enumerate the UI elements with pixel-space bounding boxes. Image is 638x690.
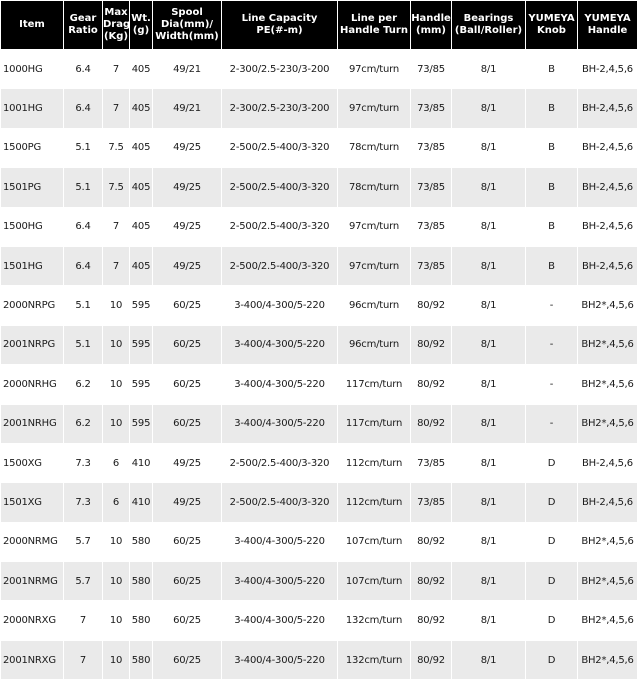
cell-gear-ratio: 6.2: [64, 365, 102, 403]
header-text-line: Line per: [350, 13, 398, 24]
cell-yumeya-handle: BH2*,4,5,6: [578, 365, 637, 403]
cell-weight: 410: [130, 483, 152, 521]
cell-line-per-handle-turn: 132cm/turn: [338, 641, 410, 679]
cell-item: 2000NRPG: [1, 286, 63, 324]
header-text-line: Dia(mm)/: [160, 19, 214, 30]
cell-weight: 410: [130, 444, 152, 482]
header-text-line: Bearings: [463, 13, 514, 24]
cell-handle-length: 73/85: [411, 168, 451, 206]
header-text-line: PE(#-m): [256, 25, 303, 36]
cell-line-per-handle-turn: 112cm/turn: [338, 483, 410, 521]
cell-max-drag: 10: [103, 641, 129, 679]
cell-handle-length: 73/85: [411, 247, 451, 285]
cell-line-per-handle-turn: 117cm/turn: [338, 405, 410, 443]
cell-yumeya-handle: BH-2,4,5,6: [578, 208, 637, 246]
cell-yumeya-handle: BH-2,4,5,6: [578, 247, 637, 285]
cell-spool-dimensions: 49/25: [153, 168, 221, 206]
header-handle-length: [411, 1, 451, 49]
cell-line-capacity: 3-400/4-300/5-220: [222, 523, 337, 561]
table-row: [1, 483, 637, 521]
cell-handle-length: 80/92: [411, 523, 451, 561]
cell-weight: 595: [130, 286, 152, 324]
cell-yumeya-knob: B: [526, 129, 577, 167]
cell-yumeya-handle: BH2*,4,5,6: [578, 562, 637, 600]
cell-spool-dimensions: 60/25: [153, 523, 221, 561]
header-text-line: (g): [132, 25, 150, 36]
cell-handle-length: 73/85: [411, 208, 451, 246]
cell-yumeya-knob: -: [526, 326, 577, 364]
cell-item: 2000NRMG: [1, 523, 63, 561]
header-text-line: YUMEYA: [584, 13, 631, 24]
table-row: [1, 641, 637, 679]
table-header-row: [1, 1, 637, 49]
cell-max-drag: 10: [103, 365, 129, 403]
cell-line-capacity: 2-500/2.5-400/3-320: [222, 208, 337, 246]
header-max-drag: [103, 1, 129, 49]
cell-weight: 580: [130, 601, 152, 639]
cell-gear-ratio: 6.4: [64, 247, 102, 285]
cell-max-drag: 7: [103, 208, 129, 246]
cell-max-drag: 10: [103, 523, 129, 561]
cell-line-per-handle-turn: 96cm/turn: [338, 286, 410, 324]
cell-gear-ratio: 5.1: [64, 168, 102, 206]
cell-weight: 405: [130, 50, 152, 88]
cell-spool-dimensions: 49/25: [153, 483, 221, 521]
cell-item: 2000NRXG: [1, 601, 63, 639]
cell-item: 1500HG: [1, 208, 63, 246]
cell-line-capacity: 3-400/4-300/5-220: [222, 365, 337, 403]
header-line-capacity: [222, 1, 337, 49]
cell-yumeya-handle: BH-2,4,5,6: [578, 89, 637, 127]
cell-line-per-handle-turn: 78cm/turn: [338, 129, 410, 167]
table-row: [1, 89, 637, 127]
cell-bearings: 8/1: [452, 89, 525, 127]
cell-bearings: 8/1: [452, 50, 525, 88]
cell-spool-dimensions: 49/25: [153, 129, 221, 167]
header-text-line: Spool: [171, 7, 203, 18]
cell-max-drag: 10: [103, 286, 129, 324]
cell-line-capacity: 2-500/2.5-400/3-320: [222, 168, 337, 206]
cell-item: 2000NRHG: [1, 365, 63, 403]
cell-yumeya-handle: BH-2,4,5,6: [578, 483, 637, 521]
cell-bearings: 8/1: [452, 562, 525, 600]
cell-yumeya-handle: BH2*,4,5,6: [578, 641, 637, 679]
cell-bearings: 8/1: [452, 601, 525, 639]
cell-handle-length: 80/92: [411, 365, 451, 403]
cell-bearings: 8/1: [452, 405, 525, 443]
cell-line-capacity: 2-500/2.5-400/3-320: [222, 444, 337, 482]
table-row: [1, 562, 637, 600]
cell-weight: 405: [130, 208, 152, 246]
cell-max-drag: 7.5: [103, 129, 129, 167]
cell-yumeya-knob: D: [526, 562, 577, 600]
cell-yumeya-knob: B: [526, 247, 577, 285]
header-text-line: Handle: [411, 13, 451, 24]
cell-yumeya-handle: BH-2,4,5,6: [578, 129, 637, 167]
cell-weight: 595: [130, 326, 152, 364]
cell-bearings: 8/1: [452, 247, 525, 285]
cell-gear-ratio: 5.7: [64, 562, 102, 600]
cell-spool-dimensions: 60/25: [153, 326, 221, 364]
cell-spool-dimensions: 60/25: [153, 641, 221, 679]
header-spool-dimensions: [153, 1, 221, 49]
cell-handle-length: 73/85: [411, 129, 451, 167]
cell-bearings: 8/1: [452, 523, 525, 561]
cell-yumeya-handle: BH2*,4,5,6: [578, 326, 637, 364]
cell-line-capacity: 2-500/2.5-400/3-320: [222, 247, 337, 285]
cell-handle-length: 80/92: [411, 286, 451, 324]
header-line-per-handle-turn: [338, 1, 410, 49]
cell-line-capacity: 3-400/4-300/5-220: [222, 405, 337, 443]
header-yumeya-knob: [526, 1, 577, 49]
cell-bearings: 8/1: [452, 286, 525, 324]
cell-yumeya-knob: D: [526, 523, 577, 561]
cell-bearings: 8/1: [452, 444, 525, 482]
cell-yumeya-knob: -: [526, 286, 577, 324]
cell-max-drag: 7: [103, 89, 129, 127]
header-gear-ratio: [64, 1, 102, 49]
cell-yumeya-handle: BH-2,4,5,6: [578, 168, 637, 206]
table-row: [1, 50, 637, 88]
cell-line-per-handle-turn: 107cm/turn: [338, 523, 410, 561]
table-row: [1, 208, 637, 246]
header-text-line: Gear: [69, 13, 97, 24]
cell-yumeya-handle: BH2*,4,5,6: [578, 405, 637, 443]
table-row: [1, 601, 637, 639]
cell-item: 1500XG: [1, 444, 63, 482]
cell-bearings: 8/1: [452, 208, 525, 246]
header-text-line: Item: [19, 19, 45, 30]
table-row: [1, 286, 637, 324]
cell-line-capacity: 2-500/2.5-400/3-320: [222, 483, 337, 521]
cell-handle-length: 73/85: [411, 50, 451, 88]
cell-yumeya-knob: B: [526, 50, 577, 88]
cell-item: 2001NRXG: [1, 641, 63, 679]
cell-item: 2001NRMG: [1, 562, 63, 600]
cell-max-drag: 10: [103, 405, 129, 443]
header-text-line: (mm): [416, 25, 446, 36]
cell-max-drag: 7: [103, 50, 129, 88]
table-row: [1, 444, 637, 482]
cell-spool-dimensions: 49/25: [153, 247, 221, 285]
cell-item: 1501HG: [1, 247, 63, 285]
cell-max-drag: 7.5: [103, 168, 129, 206]
cell-item: 1001HG: [1, 89, 63, 127]
header-bearings: [452, 1, 525, 49]
header-text-line: Line Capacity: [241, 13, 318, 24]
table-row: [1, 365, 637, 403]
cell-weight: 405: [130, 168, 152, 206]
cell-item: 2001NRHG: [1, 405, 63, 443]
cell-max-drag: 6: [103, 483, 129, 521]
cell-max-drag: 7: [103, 247, 129, 285]
cell-handle-length: 73/85: [411, 89, 451, 127]
cell-gear-ratio: 5.1: [64, 286, 102, 324]
cell-max-drag: 6: [103, 444, 129, 482]
cell-line-capacity: 3-400/4-300/5-220: [222, 641, 337, 679]
header-item: [1, 1, 63, 49]
cell-weight: 580: [130, 641, 152, 679]
cell-handle-length: 80/92: [411, 562, 451, 600]
cell-weight: 405: [130, 89, 152, 127]
cell-bearings: 8/1: [452, 129, 525, 167]
cell-line-capacity: 2-300/2.5-230/3-200: [222, 50, 337, 88]
cell-yumeya-handle: BH-2,4,5,6: [578, 444, 637, 482]
cell-gear-ratio: 6.2: [64, 405, 102, 443]
cell-line-per-handle-turn: 117cm/turn: [338, 365, 410, 403]
cell-gear-ratio: 7: [64, 601, 102, 639]
cell-gear-ratio: 6.4: [64, 208, 102, 246]
cell-line-per-handle-turn: 97cm/turn: [338, 89, 410, 127]
cell-line-capacity: 3-400/4-300/5-220: [222, 326, 337, 364]
cell-max-drag: 10: [103, 562, 129, 600]
cell-line-per-handle-turn: 112cm/turn: [338, 444, 410, 482]
cell-line-capacity: 3-400/4-300/5-220: [222, 286, 337, 324]
cell-yumeya-knob: D: [526, 444, 577, 482]
cell-line-per-handle-turn: 78cm/turn: [338, 168, 410, 206]
cell-weight: 580: [130, 523, 152, 561]
cell-spool-dimensions: 49/21: [153, 50, 221, 88]
header-text-line: Max: [104, 7, 128, 18]
header-text-line: Knob: [537, 25, 566, 36]
cell-yumeya-knob: B: [526, 168, 577, 206]
table-body: [1, 50, 637, 679]
cell-yumeya-knob: B: [526, 89, 577, 127]
header-text-line: YUMEYA: [528, 13, 575, 24]
table-row: [1, 129, 637, 167]
cell-yumeya-knob: B: [526, 208, 577, 246]
cell-spool-dimensions: 60/25: [153, 286, 221, 324]
cell-line-per-handle-turn: 132cm/turn: [338, 601, 410, 639]
cell-line-per-handle-turn: 97cm/turn: [338, 50, 410, 88]
cell-bearings: 8/1: [452, 326, 525, 364]
cell-gear-ratio: 7.3: [64, 483, 102, 521]
cell-yumeya-knob: D: [526, 483, 577, 521]
cell-weight: 405: [130, 247, 152, 285]
table-row: [1, 405, 637, 443]
cell-handle-length: 73/85: [411, 444, 451, 482]
cell-yumeya-knob: D: [526, 601, 577, 639]
cell-handle-length: 80/92: [411, 326, 451, 364]
cell-bearings: 8/1: [452, 483, 525, 521]
cell-max-drag: 10: [103, 601, 129, 639]
header-text-line: Wt.: [131, 13, 151, 24]
cell-gear-ratio: 6.4: [64, 50, 102, 88]
cell-bearings: 8/1: [452, 168, 525, 206]
cell-gear-ratio: 5.7: [64, 523, 102, 561]
cell-spool-dimensions: 60/25: [153, 601, 221, 639]
cell-item: 1000HG: [1, 50, 63, 88]
cell-handle-length: 80/92: [411, 405, 451, 443]
header-text-line: Width(mm): [155, 31, 219, 42]
cell-line-per-handle-turn: 107cm/turn: [338, 562, 410, 600]
header-weight: [130, 1, 152, 49]
cell-spool-dimensions: 49/25: [153, 208, 221, 246]
cell-yumeya-handle: BH2*,4,5,6: [578, 523, 637, 561]
cell-item: 2001NRPG: [1, 326, 63, 364]
cell-line-capacity: 2-300/2.5-230/3-200: [222, 89, 337, 127]
header-yumeya-handle: [578, 1, 637, 49]
header-text-line: Handle Turn: [340, 25, 408, 36]
cell-line-capacity: 3-400/4-300/5-220: [222, 601, 337, 639]
cell-line-capacity: 3-400/4-300/5-220: [222, 562, 337, 600]
cell-gear-ratio: 7.3: [64, 444, 102, 482]
cell-weight: 405: [130, 129, 152, 167]
cell-spool-dimensions: 60/25: [153, 405, 221, 443]
cell-line-capacity: 2-500/2.5-400/3-320: [222, 129, 337, 167]
cell-spool-dimensions: 60/25: [153, 365, 221, 403]
cell-handle-length: 73/85: [411, 483, 451, 521]
header-text-line: Ratio: [68, 25, 98, 36]
header-text-line: Drag: [103, 19, 131, 30]
cell-bearings: 8/1: [452, 641, 525, 679]
table-row: [1, 326, 637, 364]
cell-spool-dimensions: 49/21: [153, 89, 221, 127]
cell-line-per-handle-turn: 97cm/turn: [338, 247, 410, 285]
cell-gear-ratio: 6.4: [64, 89, 102, 127]
header-text-line: (Ball/Roller): [454, 25, 523, 36]
cell-gear-ratio: 5.1: [64, 129, 102, 167]
cell-line-per-handle-turn: 96cm/turn: [338, 326, 410, 364]
table-row: [1, 523, 637, 561]
cell-gear-ratio: 7: [64, 641, 102, 679]
cell-yumeya-handle: BH-2,4,5,6: [578, 50, 637, 88]
cell-item: 1501PG: [1, 168, 63, 206]
cell-handle-length: 80/92: [411, 601, 451, 639]
cell-yumeya-knob: -: [526, 365, 577, 403]
cell-line-per-handle-turn: 97cm/turn: [338, 208, 410, 246]
cell-handle-length: 80/92: [411, 641, 451, 679]
cell-yumeya-handle: BH2*,4,5,6: [578, 601, 637, 639]
header-text-line: (Kg): [103, 31, 129, 42]
cell-gear-ratio: 5.1: [64, 326, 102, 364]
table-row: [1, 247, 637, 285]
table-row: [1, 168, 637, 206]
cell-yumeya-knob: D: [526, 641, 577, 679]
cell-item: 1500PG: [1, 129, 63, 167]
cell-yumeya-knob: -: [526, 405, 577, 443]
header-text-line: Handle: [587, 25, 628, 36]
cell-spool-dimensions: 49/25: [153, 444, 221, 482]
cell-max-drag: 10: [103, 326, 129, 364]
cell-weight: 595: [130, 405, 152, 443]
cell-weight: 580: [130, 562, 152, 600]
cell-bearings: 8/1: [452, 365, 525, 403]
cell-yumeya-handle: BH2*,4,5,6: [578, 286, 637, 324]
cell-spool-dimensions: 60/25: [153, 562, 221, 600]
cell-item: 1501XG: [1, 483, 63, 521]
cell-weight: 595: [130, 365, 152, 403]
